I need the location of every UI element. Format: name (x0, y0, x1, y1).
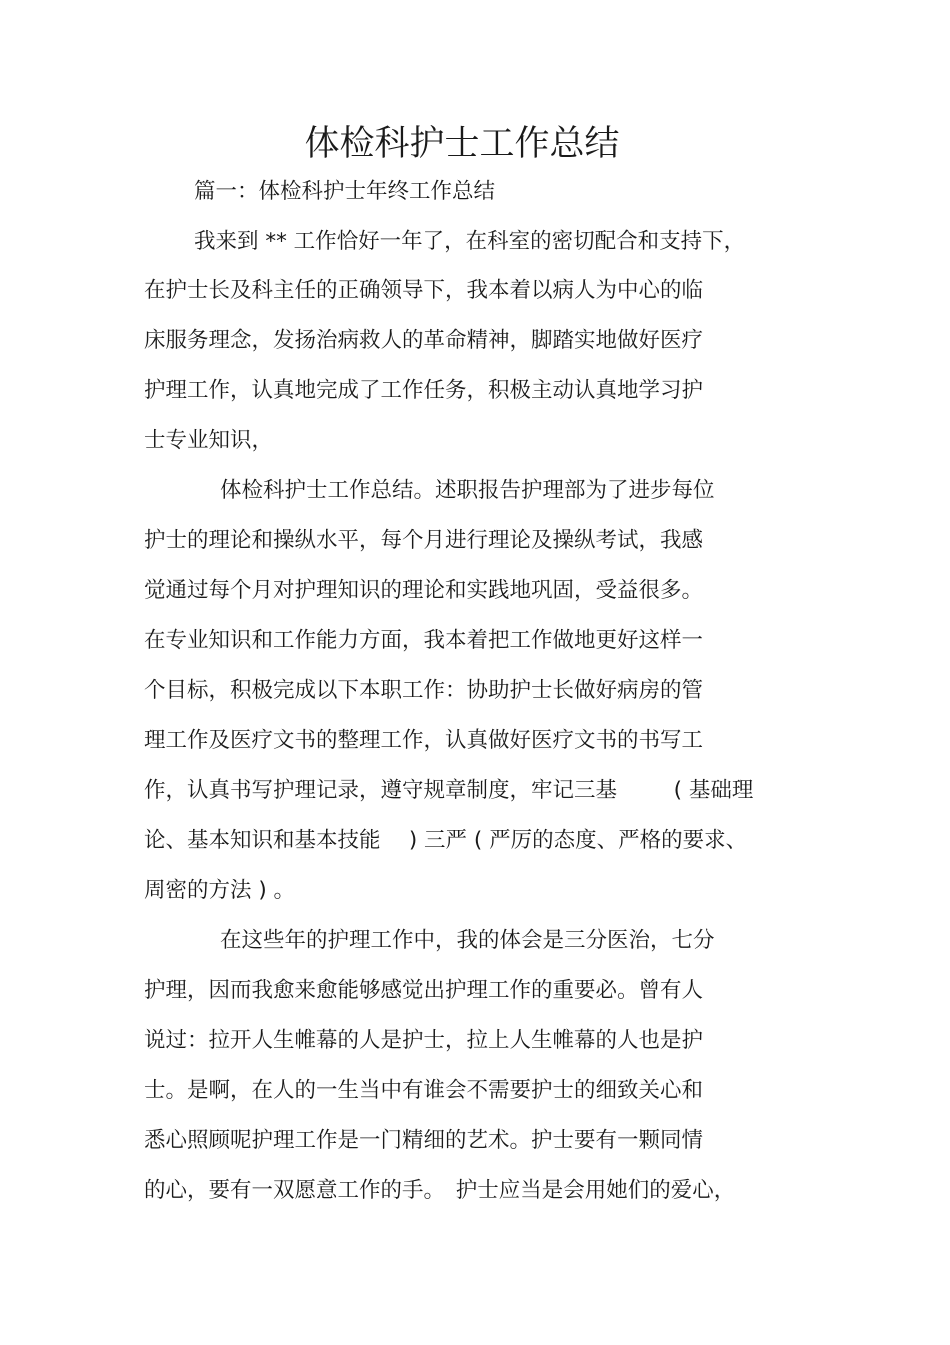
paragraph-2-line-4: 在专业知识和工作能力方面，我本着把工作做地更好这样一 (144, 628, 704, 653)
paragraph-1-line-3: 床服务理念，发扬治病救人的革命精神，脚踏实地做好医疗 (144, 328, 704, 353)
paragraph-1-line-2: 在护士长及科主任的正确领导下，我本着以病人为中心的临 (144, 278, 704, 303)
paragraph-2-line-1: 体检科护士工作总结。述职报告护理部为了进步每位 (220, 478, 715, 503)
paragraph-2-line-7: 作，认真书写护理记录，遵守规章制度，牢记三基 ( 基础理 (144, 778, 754, 803)
paragraph-3-line-4: 士。是啊，在人的一生当中有谁会不需要护士的细致关心和 (144, 1078, 704, 1103)
paragraph-3-line-3: 说过：拉开人生帷幕的人是护士，拉上人生帷幕的人也是护 (144, 1028, 704, 1053)
paragraph-2-line-2: 护士的理论和操纵水平，每个月进行理论及操纵考试，我感 (144, 528, 704, 553)
document-subtitle: 篇一：体检科护士年终工作总结 (194, 179, 496, 204)
paragraph-2-line-6: 理工作及医疗文书的整理工作，认真做好医疗文书的书写工 (144, 728, 704, 753)
paragraph-2-line-3: 觉通过每个月对护理知识的理论和实践地巩固，受益很多。 (144, 578, 704, 603)
paragraph-1-line-4: 护理工作，认真地完成了工作任务，积极主动认真地学习护 (144, 378, 704, 403)
paragraph-2-line-9: 周密的方法 ) 。 (144, 878, 296, 903)
paragraph-3-line-6: 的心，要有一双愿意工作的手。 护士应当是会用她们的爱心， (144, 1178, 736, 1203)
paragraph-2-line-5: 个目标，积极完成以下本职工作：协助护士长做好病房的管 (144, 678, 704, 703)
paragraph-3-line-5: 悉心照顾呢护理工作是一门精细的艺术。护士要有一颗同情 (144, 1128, 704, 1153)
paragraph-2-line-8: 论、基本知识和基本技能 ) 三严 ( 严厉的态度、严格的要求、 (144, 828, 748, 853)
document-title: 体检科护士工作总结 (304, 124, 620, 164)
paragraph-3-line-2: 护理，因而我愈来愈能够感觉出护理工作的重要必。曾有人 (144, 978, 704, 1003)
paragraph-1-line-5: 士专业知识， (144, 428, 274, 453)
paragraph-1-line-1: 我来到 ** 工作恰好一年了，在科室的密切配合和支持下， (194, 229, 746, 254)
paragraph-3-line-1: 在这些年的护理工作中，我的体会是三分医治，七分 (220, 928, 715, 953)
